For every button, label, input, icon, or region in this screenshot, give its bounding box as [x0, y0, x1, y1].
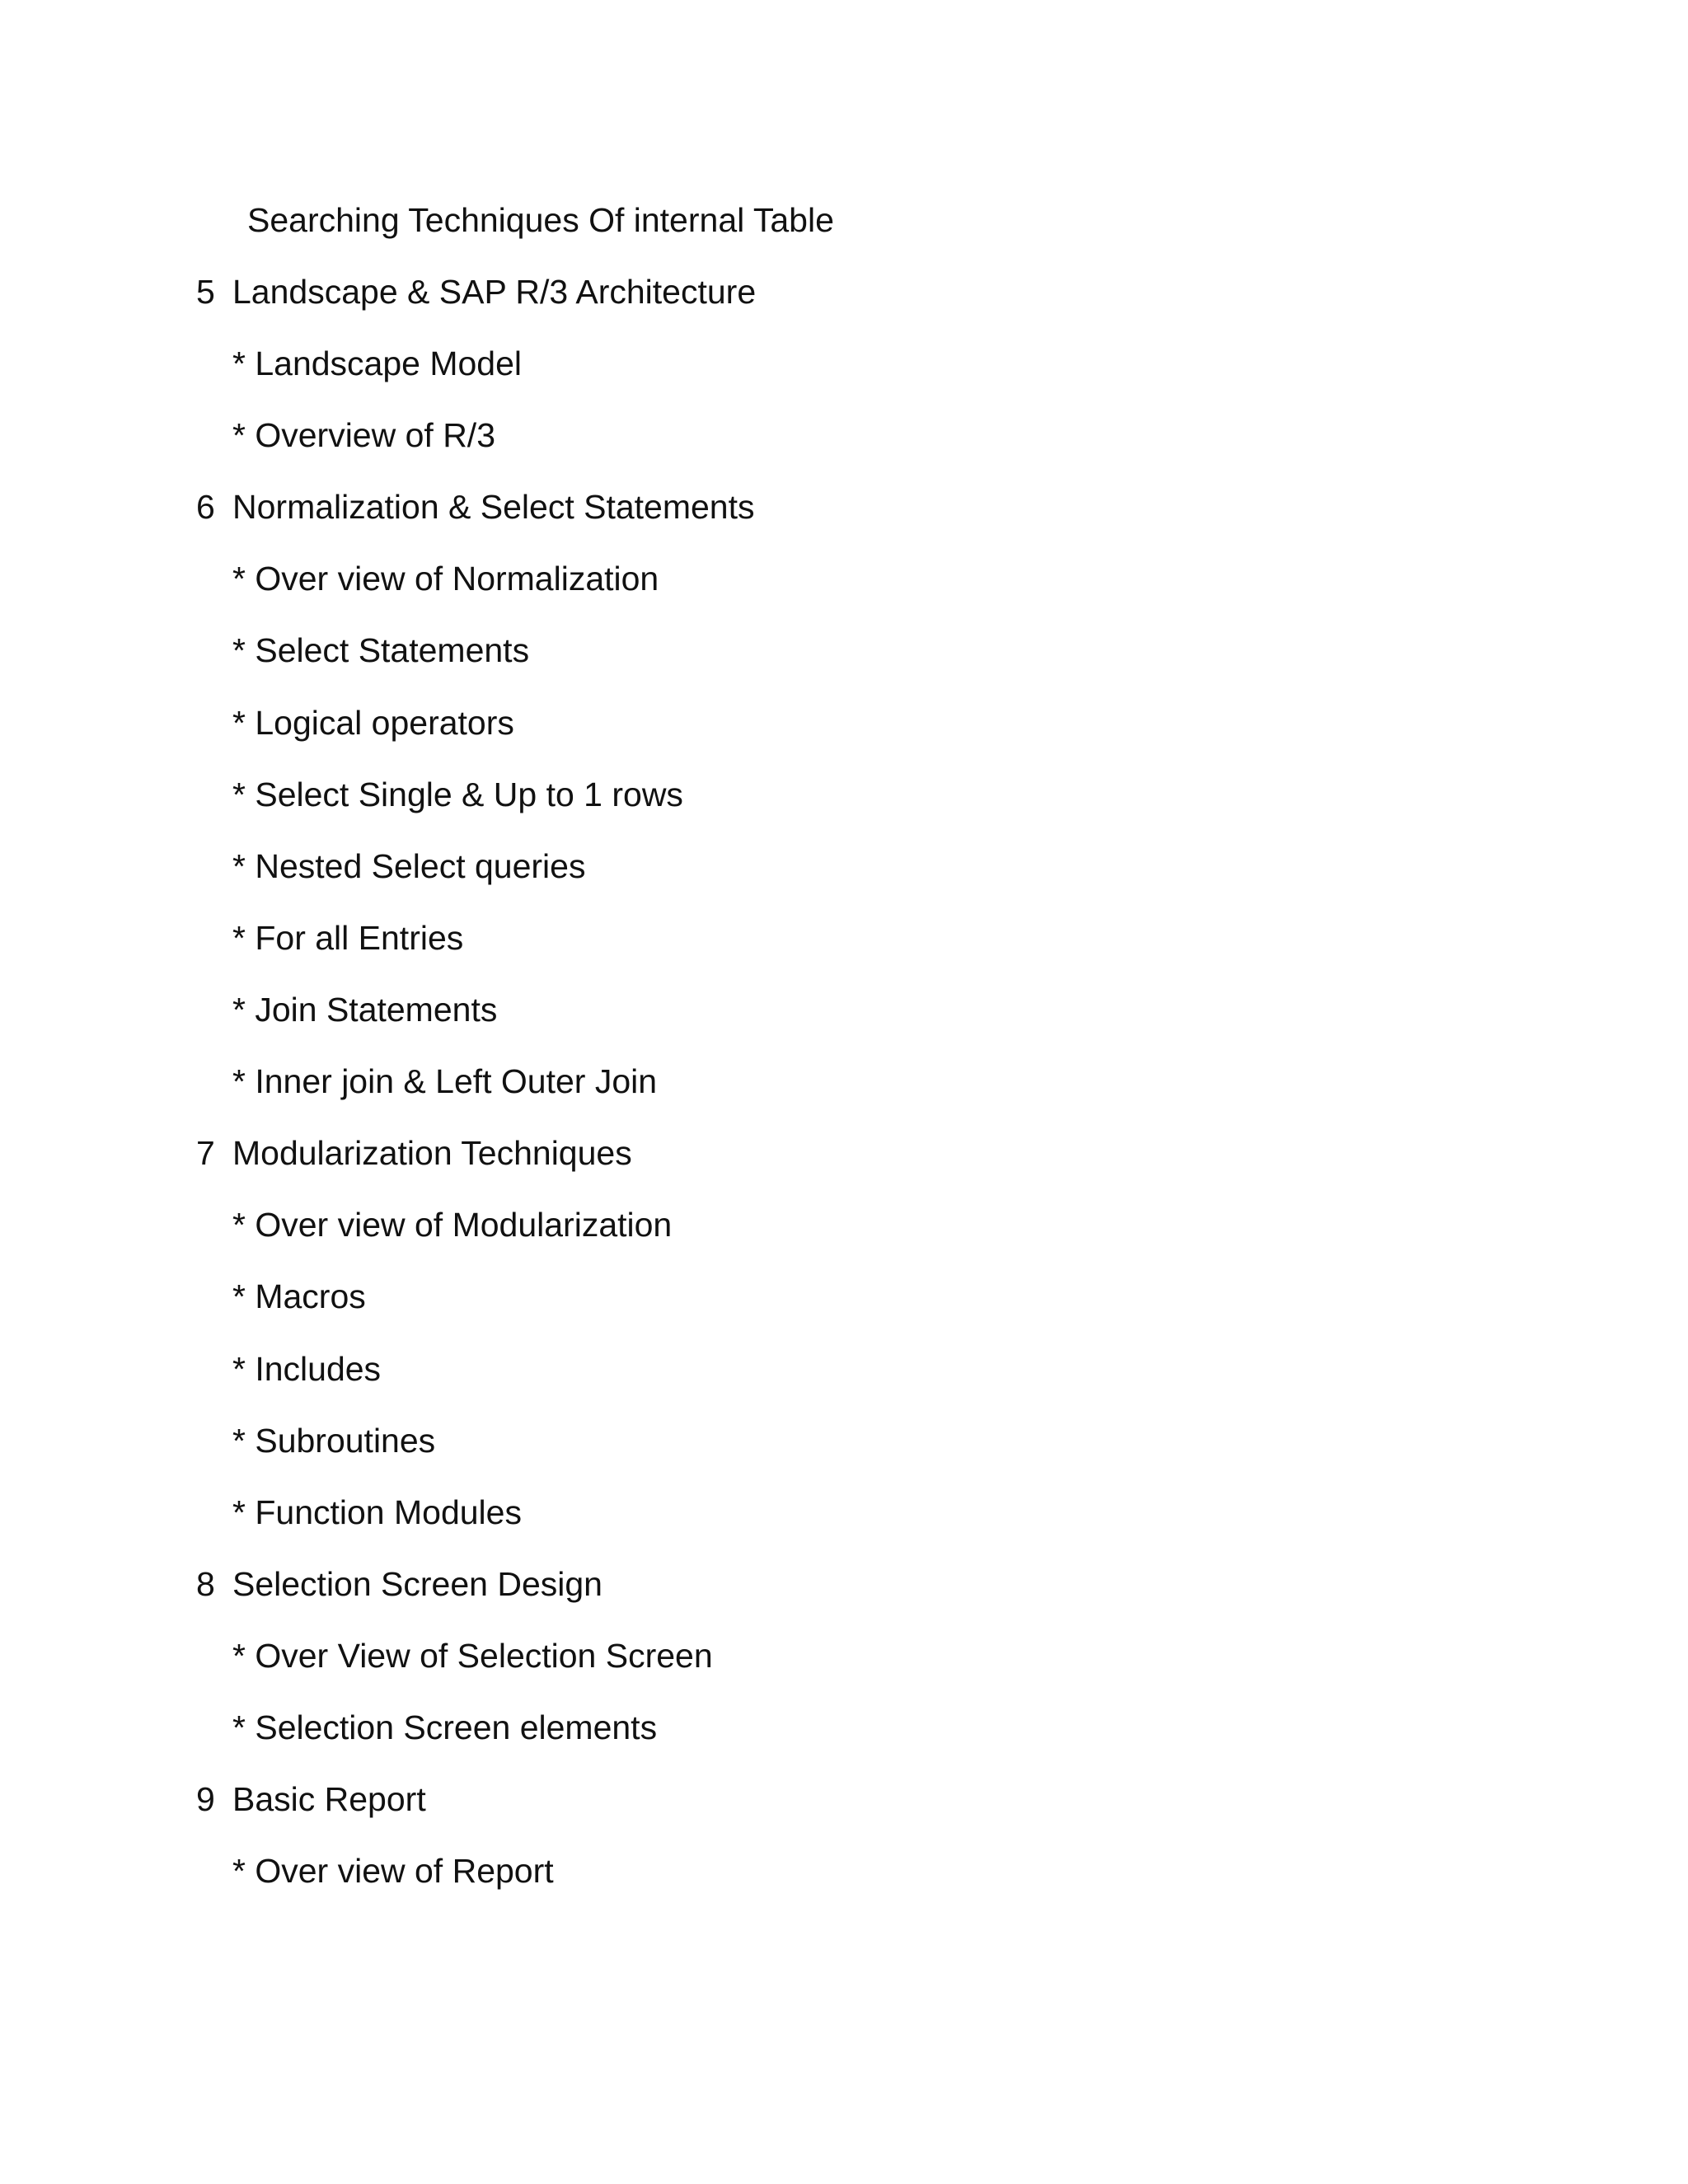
- list-item: * Inner join & Left Outer Join: [232, 1062, 658, 1100]
- list-item: * Subroutines: [232, 1422, 436, 1460]
- section-number: 9: [196, 1780, 215, 1818]
- list-item: * Over view of Report: [232, 1852, 554, 1890]
- list-item: * Macros: [232, 1277, 366, 1315]
- list-item: * Overview of R/3: [232, 416, 495, 454]
- list-item: * Logical operators: [232, 704, 514, 742]
- continuation-line: Searching Techniques Of internal Table: [247, 201, 834, 239]
- list-item: * Landscape Model: [232, 344, 523, 382]
- list-item: * Over View of Selection Screen: [232, 1637, 713, 1675]
- list-item: * Nested Select queries: [232, 847, 586, 885]
- list-item: * For all Entries: [232, 919, 464, 957]
- list-item: * Over view of Modularization: [232, 1206, 673, 1244]
- list-item: * Function Modules: [232, 1493, 522, 1531]
- section-title: Modularization Techniques: [232, 1134, 632, 1172]
- list-item: * Over view of Normalization: [232, 560, 659, 598]
- section-number: 8: [196, 1565, 215, 1603]
- list-item: * Includes: [232, 1350, 382, 1388]
- section-title: Normalization & Select Statements: [232, 488, 755, 526]
- list-item: * Selection Screen elements: [232, 1708, 658, 1746]
- list-item: * Join Statements: [232, 991, 498, 1029]
- section-title: Landscape & SAP R/3 Architecture: [232, 273, 757, 311]
- list-item: * Select Single & Up to 1 rows: [232, 776, 683, 813]
- list-item: * Select Statements: [232, 631, 530, 669]
- section-number: 6: [196, 488, 215, 526]
- section-number: 5: [196, 273, 215, 311]
- section-title: Selection Screen Design: [232, 1565, 603, 1603]
- section-number: 7: [196, 1134, 215, 1172]
- section-title: Basic Report: [232, 1780, 426, 1818]
